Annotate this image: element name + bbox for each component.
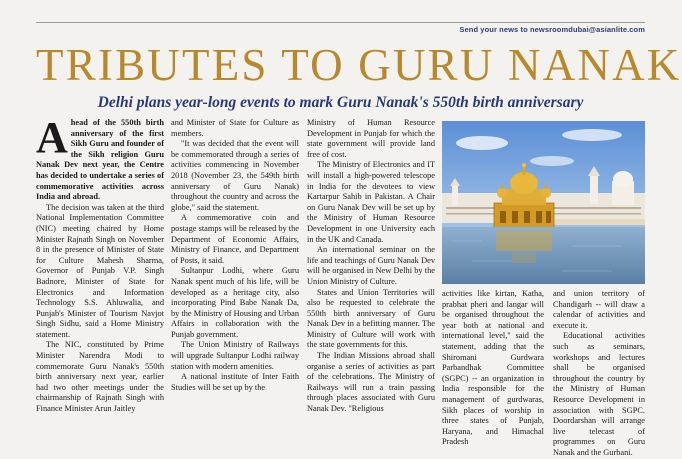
paragraph: The Indian Missions abroad shall organise a series of activities as part of the celebrations. The Ministry of Railways will run a train passing through places associated with Guru Nanak Dev. "Religious: [307, 351, 435, 414]
article-column-5: [553, 289, 645, 457]
article-column-2: [171, 118, 299, 400]
paragraph: The NIC, constituted by Prime Minister Narendra Modi to commemorate Guru Nanak's 550th birth anniversary next year, earlier had two other meetings under the chairmanship of Rajnath Singh with Finance Minister Arun Jaitley: [36, 340, 164, 414]
article-column-1: [36, 113, 164, 414]
paragraph: Ministry of Human Resource Development in Punjab for which the state government will provide land free of cost.: [307, 118, 435, 159]
paragraph: A national institute of Inter Faith Studies will be set up by the: [171, 372, 299, 392]
lead-text: head of the 550th birth anniversary of the first Sikh Guru and founder of the Sikh religion Guru Nanak Dev next year, the Centre has decided to undertake a series of commemorative activities across India and abroad.: [36, 118, 164, 202]
newsroom-email[interactable]: Send your news to newsroomdubai@asianlite.com: [459, 25, 645, 34]
article-column-4: [442, 289, 544, 447]
paragraph: Educational activities such as seminars, workshops and lectures shall be organised throughout the country by the Ministry of Human Resource Development in association with SGPC. Doordarshan will arrange live telecast of programmes on Guru Nanak and the Gurbani.: [553, 331, 645, 457]
header-rule: [36, 22, 645, 23]
paragraph: The Ministry of Electronics and IT will install a high-powered telescope in India for the devotees to view Kartarpur Sahib in Pakistan. A Chair on Guru Nanak Dev will be set up by the Ministry of Human Resource Development in one University each in the UK and Canada.: [307, 160, 435, 244]
paragraph: and Minister of State for Culture as members.: [171, 118, 299, 138]
subheadline: Delhi plans year-long events to mark Guru Nanak's 550th birth anniversary: [97, 94, 584, 111]
paragraph: The decision was taken at the third National Implementation Committee (NIC) meeting chaired by Home Minister Rajnath Singh on November 8 in the presence of Minister of State for Culture Mahesh Sharma, Governor of Punjab V.P. Singh Badnore, Minister of State for Electronics and Information Technology S.S. Ahluwalia, and Punjab's Minister of Tourism Navjot Singh Sidhu, said a Home Ministry statement.: [36, 202, 164, 339]
paragraph: States and Union Territories will also be requested to celebrate the 550th birth anniversary of Guru Nanak Dev in a befitting manner. The Ministry of Culture will work with the state governments for this.: [307, 287, 435, 350]
paragraph: An international seminar on the life and teachings of Guru Nanak Dev will be organised in New Delhi by the Union Ministry of Culture.: [307, 245, 435, 286]
paragraph: The Union Ministry of Railways will upgrade Sultanpur Lodhi railway station with modern amenities.: [171, 340, 299, 371]
paragraph: Sultanpur Lodhi, where Guru Nanak spent much of his life, will be developed as a heritage city, also incorporating Pind Babe Nanak Da, by the Ministry of Housing and Urban Affairs in collaboration with the Punjab government.: [171, 266, 299, 339]
lead-paragraph: [36, 113, 164, 203]
golden-temple-photo: [442, 121, 645, 284]
headline: TRIBUTES TO GURU NANAK: [36, 40, 682, 90]
paragraph: activities like kirtan, Katha, prabhat pheri and langar will be organised throughout the year both at national and international level," said the statement, adding that the Shiromani Gurdwara Parbandhak Committee (SGPC) -- an organization in India responsible for the management of gurdwaras, Sikh places of worship in three states of Punjab, Haryana, and Himachal Pradesh: [442, 289, 544, 447]
paragraph: A commemorative coin and postage stamps will be released by the Department of Economic Affairs, Ministry of Finance, and Department of Posts, it said.: [171, 213, 299, 265]
paragraph: and union territory of Chandigarh -- will draw a calendar of activities and execute it.: [553, 289, 645, 330]
article-column-3: [307, 118, 435, 414]
paragraph: "It was decided that the event will be commemorated through a series of activities commencing in November 2018 (November 23, the 549th birth anniversary of Guru Nanak) throughout the country and across the globe," said the statement.: [171, 139, 299, 212]
golden-temple-icon: [442, 121, 645, 284]
dropcap: A: [36, 113, 68, 162]
